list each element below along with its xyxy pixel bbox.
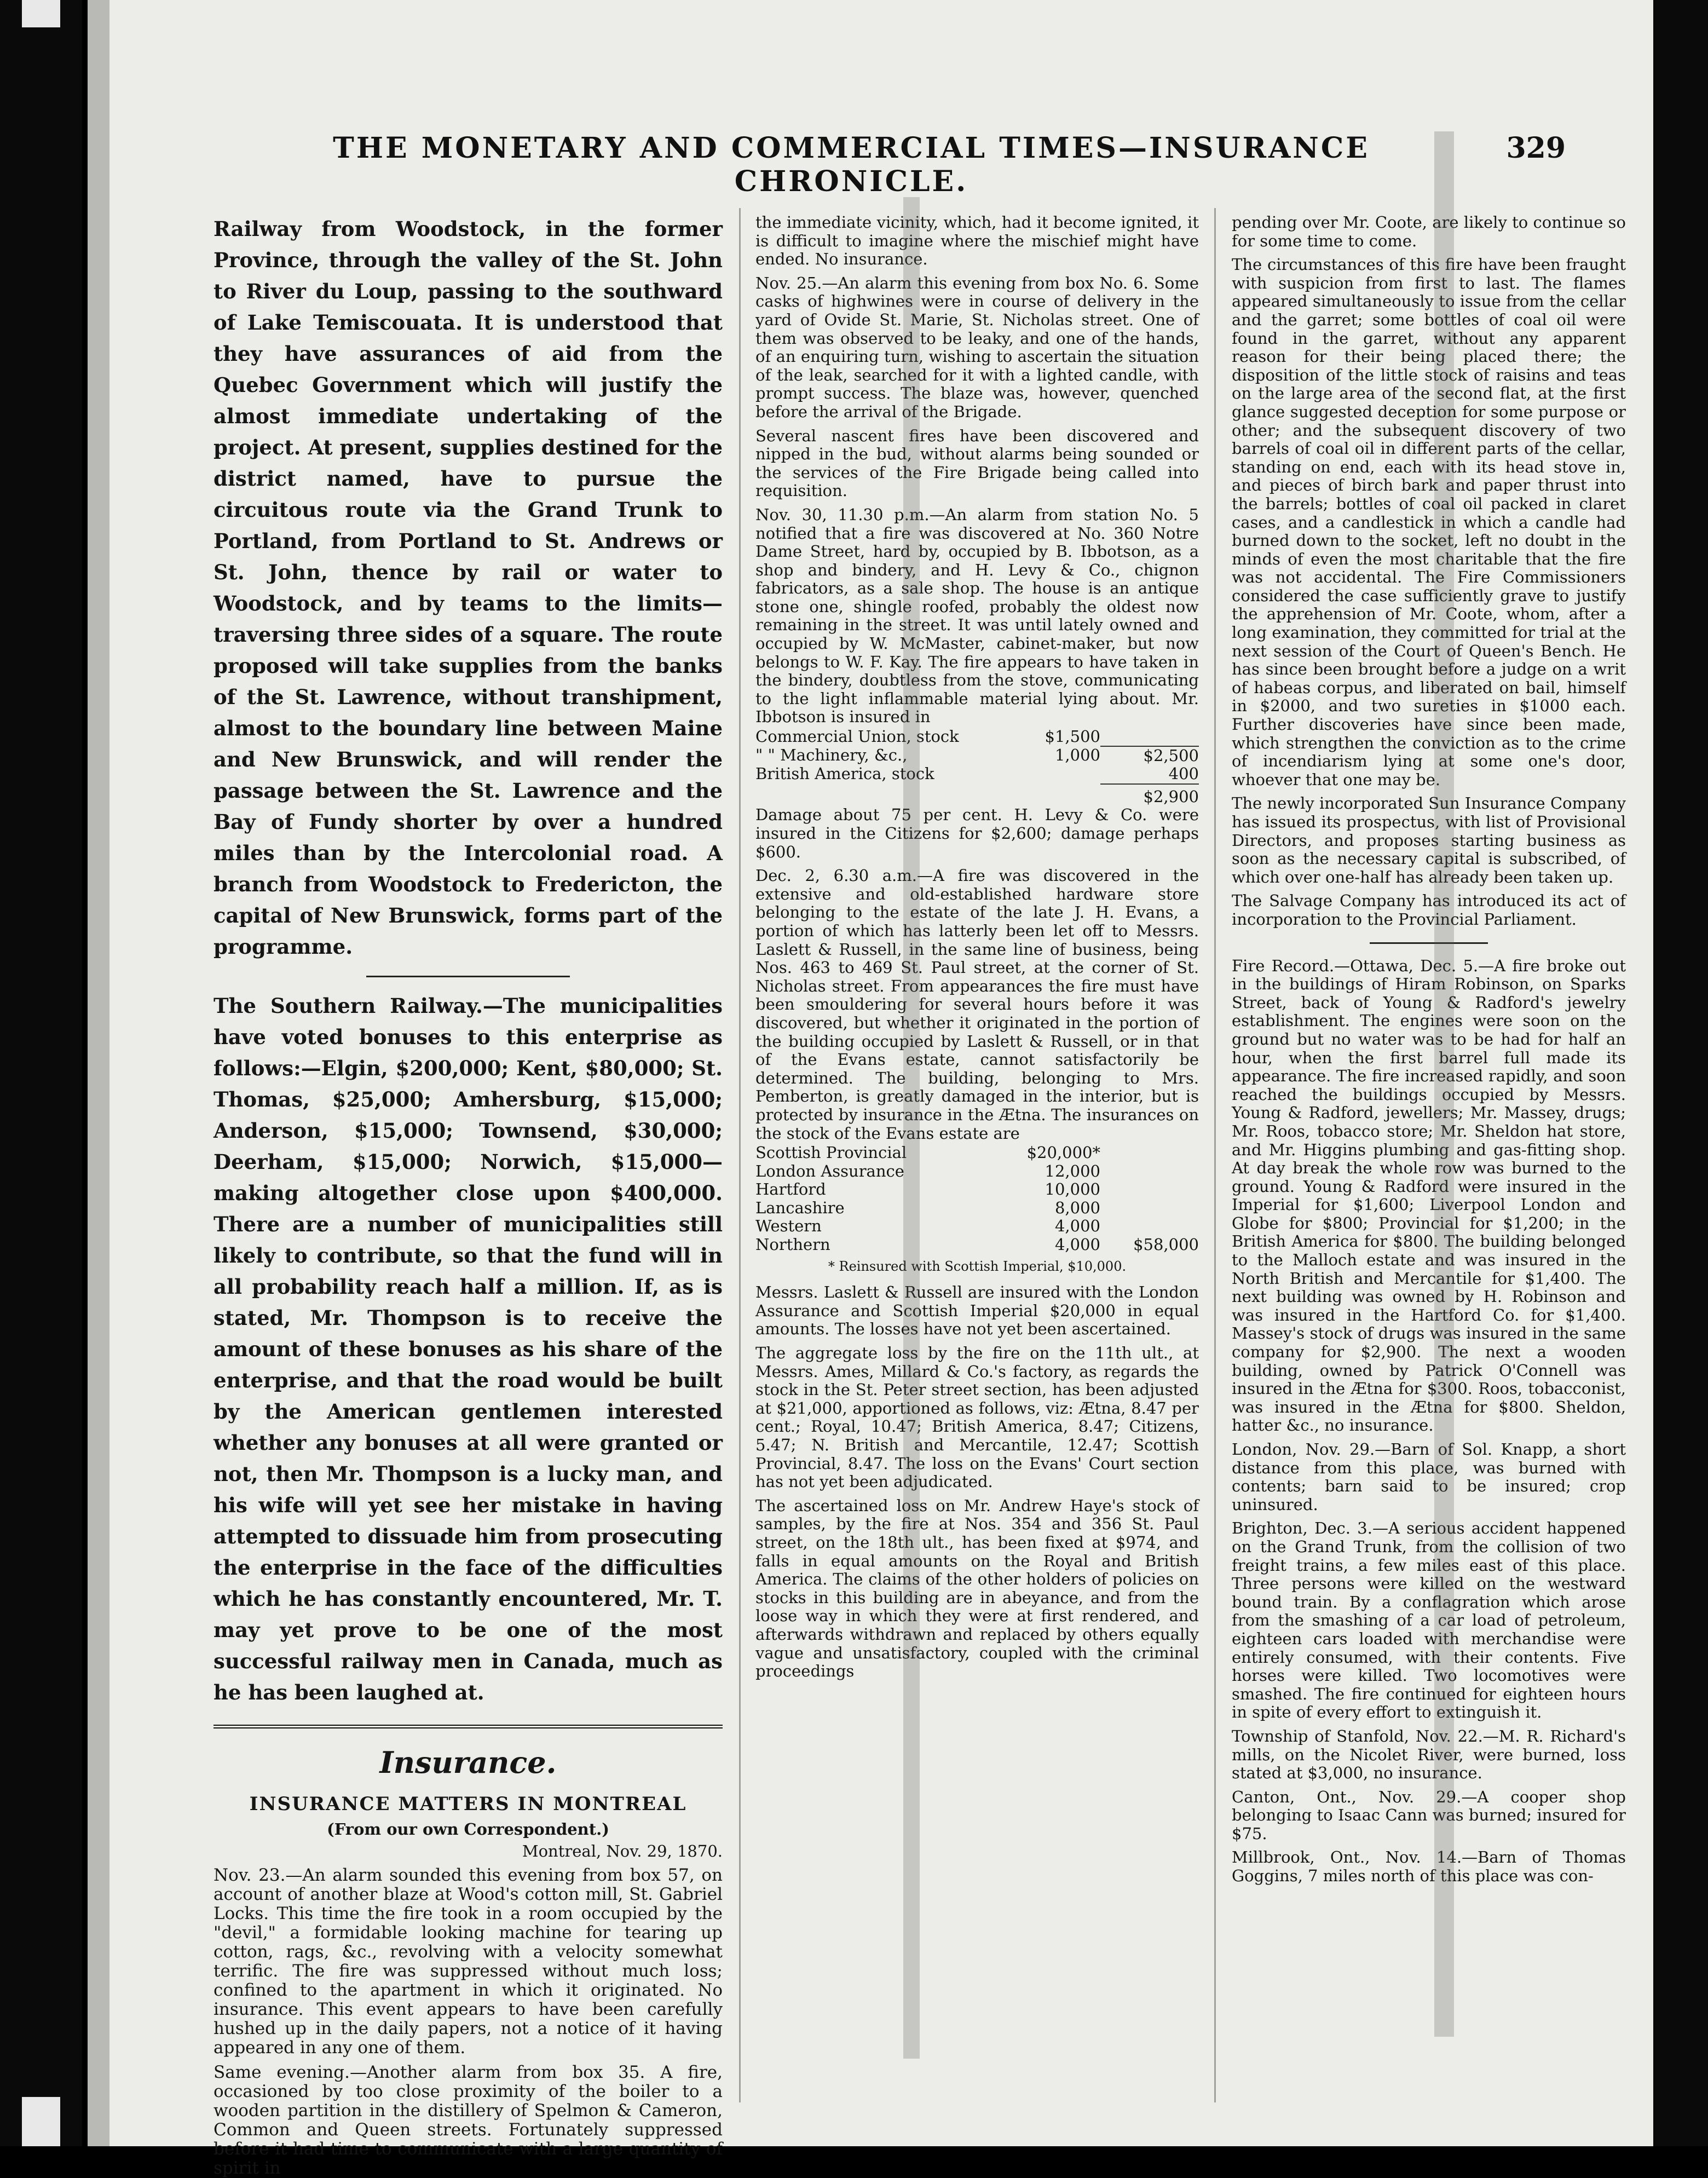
table-row [755, 784, 1199, 806]
table-cell: " " Machinery, &c., [755, 745, 908, 764]
page-number: 329 [1506, 131, 1566, 165]
table-row [755, 746, 1199, 765]
article-paragraph: Damage about 75 per cent. H. Levy & Co. were insured in the Citizens for $2,600; damage perhaps $600. [755, 805, 1199, 861]
article-paragraph: Messrs. Laslett & Russell are insured with the London Assurance and Scottish Imperial $20,000 in equal amounts. The losses have not yet been ascertained. [755, 1283, 1199, 1339]
table-cell: Western [755, 1217, 822, 1236]
article-title: INSURANCE MATTERS IN MONTREAL [249, 1793, 687, 1815]
dateline: Montreal, Nov. 29, 1870. [522, 1841, 723, 1860]
table-row [755, 728, 1199, 746]
article-paragraph: The circumstances of this fire have been fraught with suspicion from first to last. The flames appeared simultaneously to issue from the cellar and the garret; some bottles of coal oil were found in the garret, without any apparent reason for their being placed there; the disposition of the little stock of raisins and teas on the large area of the second flat, at the first glance suggested deception for some purpose or other; and the subsequent discovery of two barrels of coal oil in different parts of the cellar, standing on end, each with its head stove in, and pieces of birch bark and paper thrust into the barrels; bottles of coal oil packed in claret cases, and a candlestick in which a candle had burned down to the socket, left no doubt in the minds of even the most charitable that the fire was not accidental. The Fire Commissioners considered the case sufficiently grave to justify the apprehension of Mr. Coote, whom, after a long examination, they committed for trial at the next session of the Court of Queen's Bench. He has since been brought before a judge on a writ of habeas corpus, and liberated on bail, himself in $2000, and two sureties in $1000 each. Further discoveries have since been made, which strengthen the conviction as to the crime of incendiarism lying at some one's door, whoever that one may be. [1232, 255, 1626, 789]
table-cell: Scottish Provincial [755, 1143, 907, 1162]
table-cell: 8,000 [1054, 1198, 1100, 1217]
article-paragraph: The ascertained loss on Mr. Andrew Haye's stock of samples, by the fire at Nos. 354 and 356 St. Paul street, on the 18th ult., has been fixed at $974, and falls in equal amounts on the Royal and British America. The claims of the other holders of policies on stocks in this building are in abeyance, and from the loose way in which they were at first rendered, and afterwards withdrawn and replaced by others equally vague and unsatisfactory, coupled with the criminal proceedings [755, 1496, 1199, 1681]
newspaper-page [88, 0, 1653, 2178]
article-paragraph: London, Nov. 29.—Barn of Sol. Knapp, a short distance from this place, was burned with contents; barn said to be insured; crop uninsured. [1232, 1440, 1626, 1514]
scan-mark [22, 0, 60, 27]
table-row [755, 1180, 1199, 1199]
column-3 [1232, 214, 1626, 2097]
table-cell: $2,900 [1100, 784, 1199, 806]
section-rule [214, 1725, 723, 1728]
table-cell: British America, stock [755, 764, 934, 783]
page-header [88, 131, 1653, 198]
table-cell: 1,000 [1054, 745, 1100, 764]
article-paragraph: The newly incorporated Sun Insurance Company has issued its prospectus, with list of Provisional Directors, and proposes starting business as soon as the necessary capital is subscribed, of which over one-half has already been taken up. [1232, 794, 1626, 886]
scan-streak [1434, 131, 1454, 2037]
section-heading: Insurance. [379, 1745, 557, 1780]
scan-streak [903, 197, 920, 2059]
article-paragraph: The aggregate loss by the fire on the 11th ult., at Messrs. Ames, Millard & Co.'s factory, as regards the stock in the St. Peter street section, has been adjusted at $21,000, apportioned as follows, viz: Ætna, 8.47 per cent.; Royal, 10.47; British America, 8.47; Citizens, 5.47; N. British and Mercantile, 12.47; Scottish Provincial, 8.47. The loss on the Evans' Court section has not yet been adjudicated. [755, 1344, 1199, 1491]
column-1 [214, 214, 723, 2178]
table-cell: Commercial Union, stock [755, 727, 959, 746]
article-paragraph: Township of Stanfold, Nov. 22.—M. R. Richard's mills, on the Nicolet River, were burned, loss stated at $3,000, no insurance. [1232, 1726, 1626, 1783]
southern-railway-paragraph: The Southern Railway.—The municipalities have voted bonuses to this enterprise as follows:—Elgin, $200,000; Kent, $80,000; St. Thomas, $25,000; Amhersburg, $15,000; Anderson, $15,000; Townsend, $30,000; Deerham, $15,000; Norwich, $15,000—making altogether close upon $400,000. There are a number of municipalities still likely to contribute, so that the fund will in all probability reach half a million. If, as is stated, Mr. Thompson is to receive the amount of these bonuses as his share of the enterprise, and that the road would be built by the American gentlemen interested whether any bonuses at all were granted or not, then Mr. Thompson is a lucky man, and his wife will yet see her mistake in having attempted to dissuade him from prosecuting the enterprise in the face of the difficulties which he has constantly encountered, Mr. T. may yet prove to be one of the most successful railway men in Canada, much as he has been laughed at. [214, 994, 723, 1704]
article-paragraph: Nov. 25.—An alarm this evening from box No. 6. Some casks of highwines were in course of delivery in the yard of Ovide St. Marie, St. Nicholas street. One of them was observed to be leaky, and one of the hands, of an enquiring turn, wishing to ascertain the situation of the leak, searched for it with a lighted candle, with prompt success. The blaze was, however, quenched before the arrival of the Brigade. [755, 273, 1199, 421]
article-paragraph: The Salvage Company has introduced its act of incorporation to the Provincial Parliament. [1232, 891, 1626, 929]
article-paragraph: pending over Mr. Coote, are likely to continue so for some time to come. [1232, 213, 1626, 250]
article-paragraph: Fire Record.—Ottawa, Dec. 5.—A fire broke out in the buildings of Hiram Robinson, on Sparks Street, back of Young & Radford's jewelry establishment. The engines were soon on the ground but no water was to be had for half an hour, when the first barrel full made its appearance. The fire increased rapidly, and soon reached the buildings occupied by Messrs. Young & Radford, jewellers; Mr. Massey, drugs; Mr. Roos, tobacco store; Mr. Sheldon hat store, and Mr. Higgins plumbing and gas-fitting shop. At day break the whole row was burned to the ground. Young & Radford were insured in the Imperial for $1,600; Liverpool London and Globe for $800; Provincial for $1,200; in the British America for $800. The building belonged to the Malloch estate and was insured in the North British and Mercantile for $1,400. The next building was owned by H. Robinson and was insured in the Hartford Co. for $1,400. Massey's stock of drugs was insured in the same company for $2,900. The next a wooden building, owned by Patrick O'Connell was insured in the Ætna for $300. Roos, tobacconist, was insured in the Ætna for $800. Sheldon, hatter &c., no insurance. [1232, 956, 1626, 1435]
article-paragraph: Brighton, Dec. 3.—A serious accident happened on the Grand Trunk, from the collision of two freight trains, a few miles east of this place. Three persons were killed on the westward bound train. By a conflagration which arose from the smashing of a car load of petroleum, eighteen cars loaded with merchandise were entirely consumed, with their contents. Five horses were killed. Two locomotives were smashed. The fire continued for eighteen hours in spite of every effort to extinguish it. [1232, 1519, 1626, 1722]
table-row [755, 1217, 1199, 1236]
table-cell: $1,500 [1045, 727, 1100, 746]
table-cell: 400 [1168, 764, 1199, 783]
article-paragraph: Same evening.—Another alarm from box 35. A fire, occasioned by too close proximity of the boiler to a wooden partition in the distillery of Spelmon & Cameron, Common and Queen streets. Fortunately suppressed before it had time to communicate with a large quantity of spirit in [214, 2062, 723, 2178]
table-row [755, 1199, 1199, 1218]
footnote: * Reinsured with Scottish Imperial, $10,000. [828, 1258, 1127, 1274]
table-cell: 4,000 [1054, 1217, 1100, 1236]
table-cell: Lancashire [755, 1198, 845, 1217]
page-gutter [88, 0, 109, 2146]
table-cell: 12,000 [1045, 1161, 1100, 1180]
scan-edge-right [1648, 0, 1708, 2146]
table-cell: Hartford [755, 1180, 826, 1199]
scan-mark [22, 2097, 60, 2146]
table-cell: 10,000 [1045, 1180, 1100, 1199]
table-cell: $20,000* [1026, 1143, 1100, 1162]
table-row [755, 1144, 1199, 1162]
table-row [755, 1236, 1199, 1254]
evans-insurance-table [755, 1144, 1199, 1254]
article-paragraph: Millbrook, Ont., Nov. 14.—Barn of Thomas Goggins, 7 miles north of this place was con- [1232, 1848, 1626, 1886]
article-paragraph: Several nascent fires have been discovered and nipped in the bud, without alarms being sounded or the services of the Fire Brigade being called into requisition. [755, 426, 1199, 500]
article-paragraph: Nov. 30, 11.30 p.m.—An alarm from station No. 5 notified that a fire was discovered at No. 360 Notre Dame Street, hard by, occupied by B. Ibbotson, as a shop and bindery, and H. Levy & Co., chignon fabricators, as a sale shop. The house is an antique stone one, shingle roofed, probably the oldest now remaining in the street. It was until lately owned and occupied by W. McMaster, cabinet-maker, but now belongs to W. F. Kay. The fire appears to have taken in the bindery, doubtless from the stove, communicating to the light inflammable material lying about. Mr. Ibbotson is insured in [755, 505, 1199, 727]
article-paragraph: the immediate vicinity, which, had it become ignited, it is difficult to imagine where the mischief might have ended. No insurance. [755, 213, 1199, 269]
table-cell: $2,500 [1100, 746, 1199, 765]
table-row [755, 1162, 1199, 1181]
railway-paragraph: Railway from Woodstock, in the former Province, through the valley of the St. John to River du Loup, passing to the southward of Lake Temiscouata. It is understood that they have assurances of aid from the Quebec Government which will justify the almost immediate undertaking of the project. At present, supplies destined for the district named, have to pursue the circuitous route via the Grand Trunk to Portland, from Portland to St. Andrews or St. John, thence by rail or water to Woodstock, and by teams to the limits—traversing three sides of a square. The route proposed will take supplies from the banks of the St. Lawrence, without transhipment, almost to the boundary line between Maine and New Brunswick, and will render the passage between the St. Lawrence and the Bay of Fundy shorter by over a hundred miles than by the Intercolonial road. A branch from Woodstock to Fredericton, the capital of New Brunswick, forms part of the programme. [214, 217, 723, 959]
byline: (From our own Correspondent.) [327, 1820, 609, 1839]
divider-rule [366, 976, 570, 977]
scan-edge-left [0, 0, 82, 2146]
column-divider [1214, 208, 1216, 2102]
article-paragraph: Canton, Ont., Nov. 29.—A cooper shop belonging to Isaac Cann was burned; insured for $75. [1232, 1787, 1626, 1843]
table-cell: London Assurance [755, 1161, 904, 1180]
table-cell: Northern [755, 1235, 830, 1254]
table-cell: 4,000 [1054, 1235, 1100, 1254]
table-cell: $58,000 [1133, 1235, 1199, 1254]
column-divider [739, 208, 741, 2102]
article-paragraph: Nov. 23.—An alarm sounded this evening from box 57, on account of another blaze at Wood's cotton mill, St. Gabriel Locks. This time the fire took in a room occupied by the "devil," a formidable looking machine for tearing up cotton, rags, &c., revolving with a velocity somewhat terrific. The fire was suppressed without much loss; confined to the apartment in which it originated. No insurance. This event appears to have been carefully hushed up in the daily papers, not a notice of it having appeared in any one of them. [214, 1865, 723, 2058]
column-2 [755, 214, 1199, 2097]
page-title: THE MONETARY AND COMMERCIAL TIMES—INSURANCE CHRONICLE. [333, 131, 1370, 198]
article-paragraph: Dec. 2, 6.30 a.m.—A fire was discovered in the extensive and old-established hardware store belonging to the estate of the late J. H. Evans, a portion of which has latterly been let off to Messrs. Laslett & Russell, in the same line of business, being Nos. 463 to 469 St. Paul street, at the corner of St. Nicholas street. From appearances the fire must have been smouldering for several hours before it was discovered, but whether it originated in the portion of the building occupied by Laslett & Russell, or in that of the Evans estate, cannot satisfactorily be determined. The building, belonging to Mrs. Pemberton, is greatly damaged in the interior, but is protected by insurance in the Ætna. The insurances on the stock of the Evans estate are [755, 866, 1199, 1143]
table-row [755, 765, 1199, 784]
ibbotson-insurance-table [755, 728, 1199, 806]
divider-rule [1370, 942, 1488, 944]
